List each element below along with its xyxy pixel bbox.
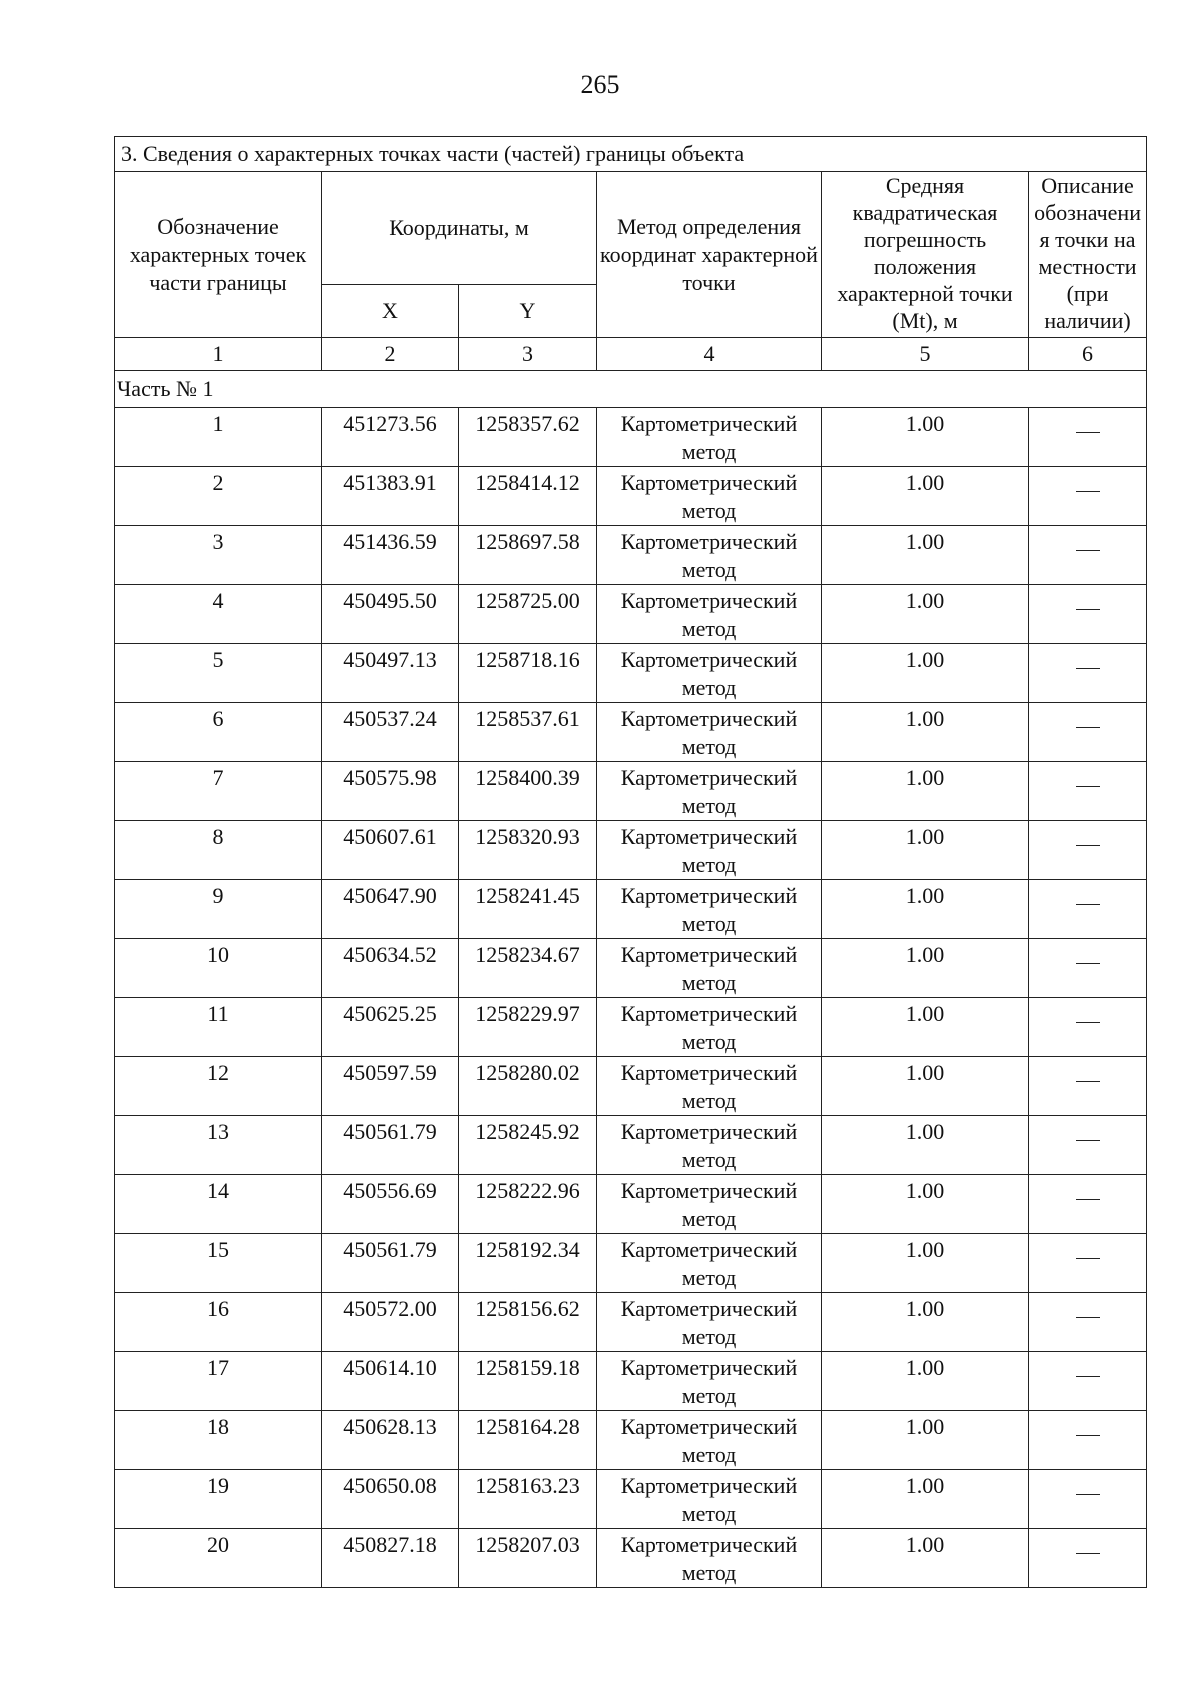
dash-mark [1076,1081,1100,1082]
method-cell: Картометрический метод [597,644,822,703]
y-coordinate-cell: 1258156.62 [459,1293,597,1352]
description-cell [1029,880,1147,939]
point-number-cell: 18 [115,1411,322,1470]
y-coordinate-cell: 1258537.61 [459,703,597,762]
table-row [115,467,1147,526]
error-cell: 1.00 [822,1411,1029,1470]
x-coordinate-cell: 450607.61 [322,821,459,880]
description-cell [1029,1352,1147,1411]
column-number: 6 [1029,338,1147,371]
column-number-row [115,338,1147,371]
error-cell: 1.00 [822,1057,1029,1116]
table-row [115,1057,1147,1116]
x-coordinate-cell: 450614.10 [322,1352,459,1411]
header-point-designation: Обозначение характерных точек части границы [115,172,322,338]
header-x: X [322,285,459,338]
table-row [115,1411,1147,1470]
header-method: Метод определения координат характерной точки [597,172,822,338]
dash-mark [1076,432,1100,433]
point-number-cell: 9 [115,880,322,939]
table-row [115,1234,1147,1293]
table-row [115,998,1147,1057]
y-coordinate-cell: 1258245.92 [459,1116,597,1175]
dash-mark [1076,491,1100,492]
point-number-cell: 11 [115,998,322,1057]
column-number: 2 [322,338,459,371]
dash-mark [1076,904,1100,905]
table-row [115,1352,1147,1411]
table-row [115,762,1147,821]
error-cell: 1.00 [822,467,1029,526]
x-coordinate-cell: 450495.50 [322,585,459,644]
table-row [115,1470,1147,1529]
x-coordinate-cell: 450556.69 [322,1175,459,1234]
y-coordinate-cell: 1258159.18 [459,1352,597,1411]
description-cell [1029,998,1147,1057]
method-cell: Картометрический метод [597,1293,822,1352]
table-row [115,880,1147,939]
section-title: 3. Сведения о характерных точках части (частей) границы объекта [115,137,1147,172]
x-coordinate-cell: 450561.79 [322,1234,459,1293]
y-coordinate-cell: 1258697.58 [459,526,597,585]
error-cell: 1.00 [822,1293,1029,1352]
dash-mark [1076,1022,1100,1023]
y-coordinate-cell: 1258400.39 [459,762,597,821]
x-coordinate-cell: 451436.59 [322,526,459,585]
description-cell [1029,939,1147,998]
point-number-cell: 12 [115,1057,322,1116]
method-cell: Картометрический метод [597,1057,822,1116]
method-cell: Картометрический метод [597,703,822,762]
column-number: 1 [115,338,322,371]
error-cell: 1.00 [822,939,1029,998]
y-coordinate-cell: 1258207.03 [459,1529,597,1588]
table-row [115,585,1147,644]
x-coordinate-cell: 450572.00 [322,1293,459,1352]
point-number-cell: 15 [115,1234,322,1293]
x-coordinate-cell: 450628.13 [322,1411,459,1470]
boundary-points-table [114,136,1147,1588]
y-coordinate-cell: 1258357.62 [459,408,597,467]
method-cell: Картометрический метод [597,408,822,467]
header-description: Описание обозначени я точки на местности (при наличии) [1029,172,1147,338]
x-coordinate-cell: 450647.90 [322,880,459,939]
dash-mark [1076,1435,1100,1436]
method-cell: Картометрический метод [597,467,822,526]
description-cell [1029,1470,1147,1529]
dash-mark [1076,550,1100,551]
description-cell [1029,1293,1147,1352]
x-coordinate-cell: 450650.08 [322,1470,459,1529]
y-coordinate-cell: 1258718.16 [459,644,597,703]
dash-mark [1076,727,1100,728]
point-number-cell: 5 [115,644,322,703]
header-coordinates: Координаты, м [322,172,597,285]
point-number-cell: 1 [115,408,322,467]
description-cell [1029,1234,1147,1293]
x-coordinate-cell: 450561.79 [322,1116,459,1175]
dash-mark [1076,1199,1100,1200]
method-cell: Картометрический метод [597,1529,822,1588]
error-cell: 1.00 [822,644,1029,703]
x-coordinate-cell: 450597.59 [322,1057,459,1116]
x-coordinate-cell: 450827.18 [322,1529,459,1588]
dash-mark [1076,1494,1100,1495]
error-cell: 1.00 [822,762,1029,821]
point-number-cell: 14 [115,1175,322,1234]
point-number-cell: 20 [115,1529,322,1588]
description-cell [1029,1411,1147,1470]
error-cell: 1.00 [822,585,1029,644]
header-y: Y [459,285,597,338]
table-row [115,526,1147,585]
description-cell [1029,1529,1147,1588]
x-coordinate-cell: 451383.91 [322,467,459,526]
description-cell [1029,1175,1147,1234]
dash-mark [1076,1553,1100,1554]
table-row [115,703,1147,762]
error-cell: 1.00 [822,1470,1029,1529]
column-number: 4 [597,338,822,371]
y-coordinate-cell: 1258280.02 [459,1057,597,1116]
description-cell [1029,1116,1147,1175]
part-row [115,371,1147,408]
column-number: 3 [459,338,597,371]
method-cell: Картометрический метод [597,1411,822,1470]
y-coordinate-cell: 1258163.23 [459,1470,597,1529]
x-coordinate-cell: 450537.24 [322,703,459,762]
description-cell [1029,762,1147,821]
column-number: 5 [822,338,1029,371]
part-label: Часть № 1 [115,371,1147,408]
method-cell: Картометрический метод [597,1175,822,1234]
error-cell: 1.00 [822,821,1029,880]
method-cell: Картометрический метод [597,1470,822,1529]
table-row [115,1529,1147,1588]
error-cell: 1.00 [822,1234,1029,1293]
method-cell: Картометрический метод [597,1352,822,1411]
x-coordinate-cell: 450497.13 [322,644,459,703]
point-number-cell: 2 [115,467,322,526]
y-coordinate-cell: 1258192.34 [459,1234,597,1293]
x-coordinate-cell: 450625.25 [322,998,459,1057]
dash-mark [1076,1317,1100,1318]
error-cell: 1.00 [822,1352,1029,1411]
error-cell: 1.00 [822,998,1029,1057]
point-number-cell: 6 [115,703,322,762]
description-cell [1029,644,1147,703]
error-cell: 1.00 [822,526,1029,585]
dash-mark [1076,1376,1100,1377]
point-number-cell: 7 [115,762,322,821]
x-coordinate-cell: 450575.98 [322,762,459,821]
header-error: Средняя квадратическая погрешность положения характерной точки (Mt), м [822,172,1029,338]
method-cell: Картометрический метод [597,762,822,821]
dash-mark [1076,1140,1100,1141]
y-coordinate-cell: 1258164.28 [459,1411,597,1470]
method-cell: Картометрический метод [597,526,822,585]
dash-mark [1076,609,1100,610]
point-number-cell: 13 [115,1116,322,1175]
y-coordinate-cell: 1258229.97 [459,998,597,1057]
dash-mark [1076,1258,1100,1259]
dash-mark [1076,668,1100,669]
method-cell: Картометрический метод [597,998,822,1057]
table-row [115,1175,1147,1234]
description-cell [1029,526,1147,585]
description-cell [1029,467,1147,526]
y-coordinate-cell: 1258414.12 [459,467,597,526]
description-cell [1029,703,1147,762]
error-cell: 1.00 [822,1116,1029,1175]
error-cell: 1.00 [822,880,1029,939]
section-title-row [115,137,1147,172]
point-number-cell: 4 [115,585,322,644]
y-coordinate-cell: 1258234.67 [459,939,597,998]
error-cell: 1.00 [822,703,1029,762]
method-cell: Картометрический метод [597,880,822,939]
method-cell: Картометрический метод [597,939,822,998]
method-cell: Картометрический метод [597,585,822,644]
error-cell: 1.00 [822,1175,1029,1234]
table-row [115,1293,1147,1352]
x-coordinate-cell: 450634.52 [322,939,459,998]
method-cell: Картометрический метод [597,821,822,880]
y-coordinate-cell: 1258725.00 [459,585,597,644]
description-cell [1029,821,1147,880]
dash-mark [1076,845,1100,846]
error-cell: 1.00 [822,408,1029,467]
error-cell: 1.00 [822,1529,1029,1588]
point-number-cell: 16 [115,1293,322,1352]
point-number-cell: 19 [115,1470,322,1529]
x-coordinate-cell: 451273.56 [322,408,459,467]
header-row [115,172,1147,285]
description-cell [1029,408,1147,467]
table-row [115,939,1147,998]
method-cell: Картометрический метод [597,1234,822,1293]
y-coordinate-cell: 1258320.93 [459,821,597,880]
description-cell [1029,585,1147,644]
table-row [115,1116,1147,1175]
y-coordinate-cell: 1258241.45 [459,880,597,939]
dash-mark [1076,786,1100,787]
table-row [115,821,1147,880]
y-coordinate-cell: 1258222.96 [459,1175,597,1234]
page-number: 265 [580,70,620,99]
table-row [115,644,1147,703]
point-number-cell: 8 [115,821,322,880]
point-number-cell: 3 [115,526,322,585]
point-number-cell: 17 [115,1352,322,1411]
description-cell [1029,1057,1147,1116]
method-cell: Картометрический метод [597,1116,822,1175]
table-row [115,408,1147,467]
dash-mark [1076,963,1100,964]
point-number-cell: 10 [115,939,322,998]
